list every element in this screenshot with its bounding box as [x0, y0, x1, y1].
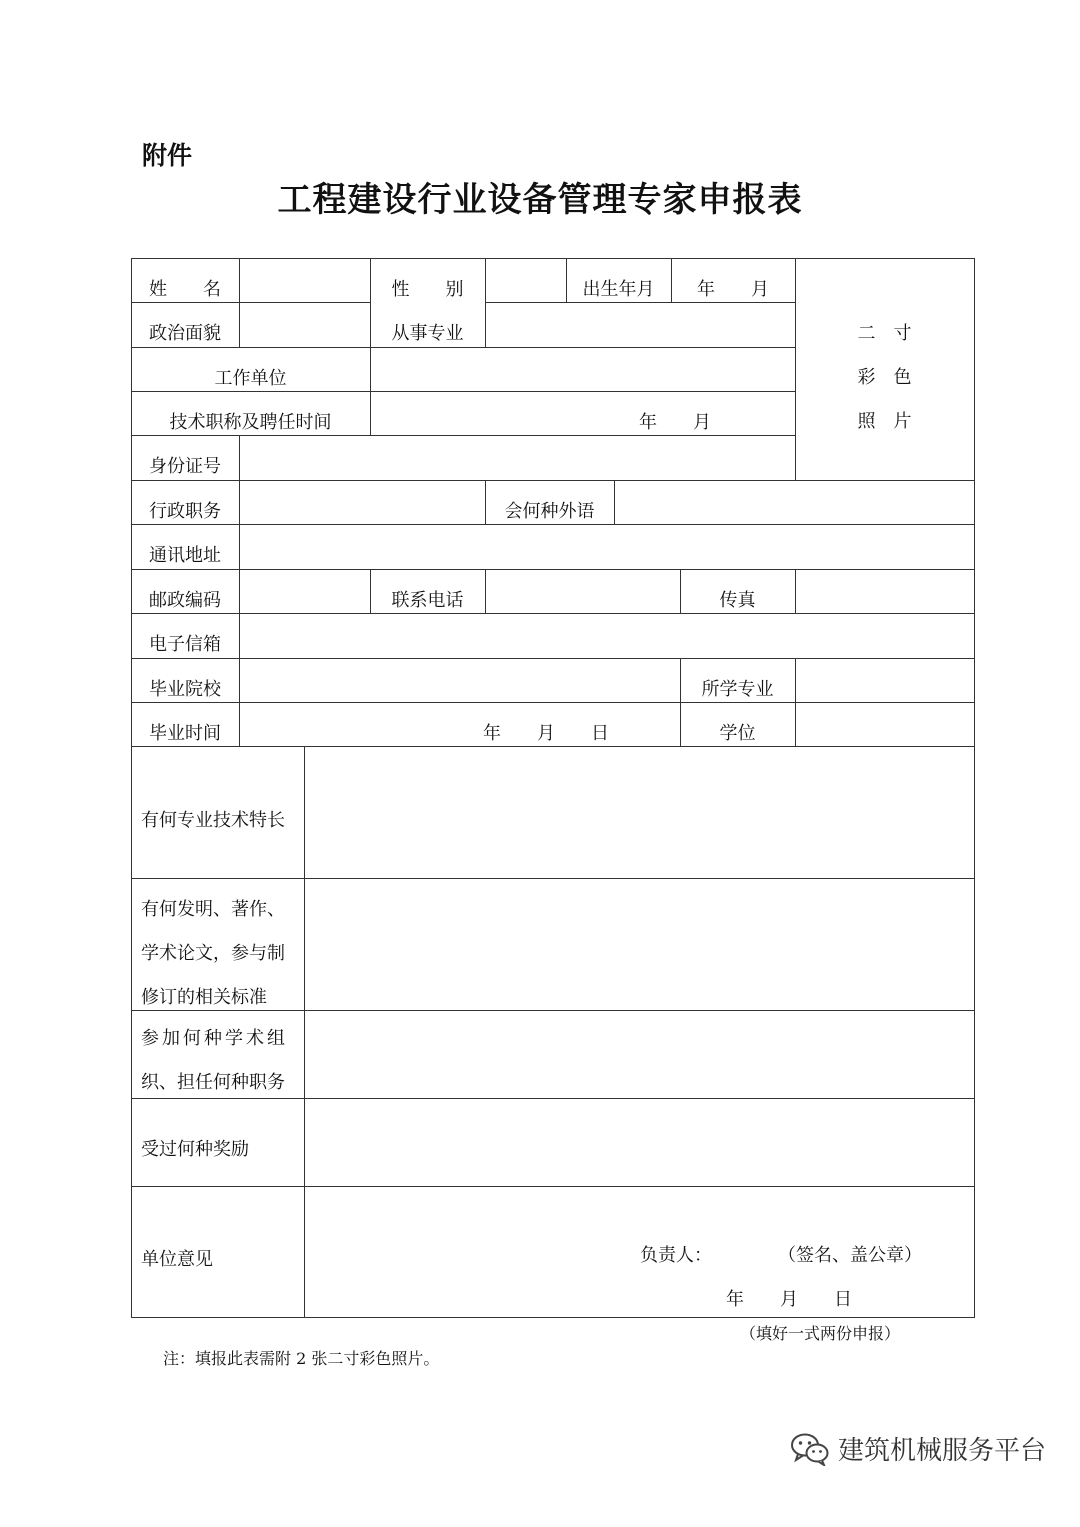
row-rule [131, 569, 975, 570]
gender-label: 性 别 [391, 278, 464, 300]
col-rule [614, 480, 615, 524]
opinion-label: 单位意见 [141, 1249, 213, 1270]
title-time-label: 技术职称及聘任时间 [169, 411, 332, 433]
col-rule [239, 524, 240, 569]
wechat-icon [790, 1432, 830, 1466]
col-rule [795, 658, 796, 746]
expertise-label: 有何专业技术特长 [141, 809, 285, 831]
watermark-text: 建筑机械服务平台 [837, 1436, 1046, 1466]
id-label: 身份证号 [149, 455, 221, 477]
birth-value: 年 月 [697, 278, 769, 300]
political-label: 政治面貌 [149, 322, 221, 344]
postcode-label: 邮政编码 [149, 589, 221, 611]
photo-placeholder-line: 二 寸 [857, 323, 912, 344]
grad-time-label: 毕业时间 [149, 722, 221, 744]
col-rule [239, 658, 240, 746]
photo-placeholder-line: 照 片 [857, 411, 912, 432]
form-border-top [131, 258, 975, 259]
col-rule [304, 746, 305, 1318]
watermark [790, 1430, 1046, 1467]
inventions-label-line: 修订的相关标准 [141, 987, 267, 1008]
page-title: 工程建设行业设备管理专家申报表 [277, 180, 803, 220]
language-label: 会何种外语 [504, 500, 595, 522]
admin-post-label: 行政职务 [149, 500, 221, 522]
col-rule [485, 569, 486, 613]
col-rule [239, 569, 240, 613]
attachment-label: 附件 [142, 141, 193, 170]
photo-placeholder-line: 彩 色 [857, 367, 912, 388]
row-rule [131, 613, 975, 614]
degree-label: 学位 [719, 722, 756, 744]
col-rule [239, 480, 240, 524]
col-rule [239, 258, 240, 347]
application-form [131, 258, 975, 1318]
orgs-label-line: 参加何种学术组 [141, 1028, 288, 1049]
opinion-date: 年 月 日 [726, 1289, 852, 1310]
responsible-label: 负责人： [640, 1245, 712, 1266]
email-label: 电子信箱 [149, 633, 221, 655]
col-rule [795, 569, 796, 613]
employer-label: 工作单位 [214, 367, 287, 389]
col-rule [485, 258, 486, 347]
awards-label: 受过何种奖励 [141, 1139, 249, 1160]
inventions-label-line: 有何发明、著作、 [141, 899, 285, 920]
signature-hint: （签名、盖公章） [778, 1245, 922, 1266]
col-rule [239, 613, 240, 658]
row-rule [131, 658, 975, 659]
phone-label: 联系电话 [391, 589, 464, 611]
birth-label: 出生年月 [582, 278, 655, 300]
profession-label: 从事专业 [391, 322, 464, 344]
major-label: 所学专业 [701, 678, 774, 700]
photo-note: 注：填报此表需附 2 张二寸彩色照片。 [163, 1349, 440, 1368]
form-border-right [974, 258, 975, 1318]
title-time-value: 年 月 [639, 411, 711, 433]
fax-label: 传真 [719, 589, 756, 611]
copies-note: （填好一式两份申报） [740, 1324, 901, 1343]
school-label: 毕业院校 [149, 678, 221, 700]
name-label: 姓 名 [149, 278, 221, 300]
grad-time-value: 年 月 日 [483, 722, 609, 744]
address-label: 通讯地址 [149, 544, 221, 566]
inventions-label-line: 学术论文，参与制 [141, 943, 285, 964]
orgs-label-line: 织、担任何种职务 [141, 1072, 285, 1093]
